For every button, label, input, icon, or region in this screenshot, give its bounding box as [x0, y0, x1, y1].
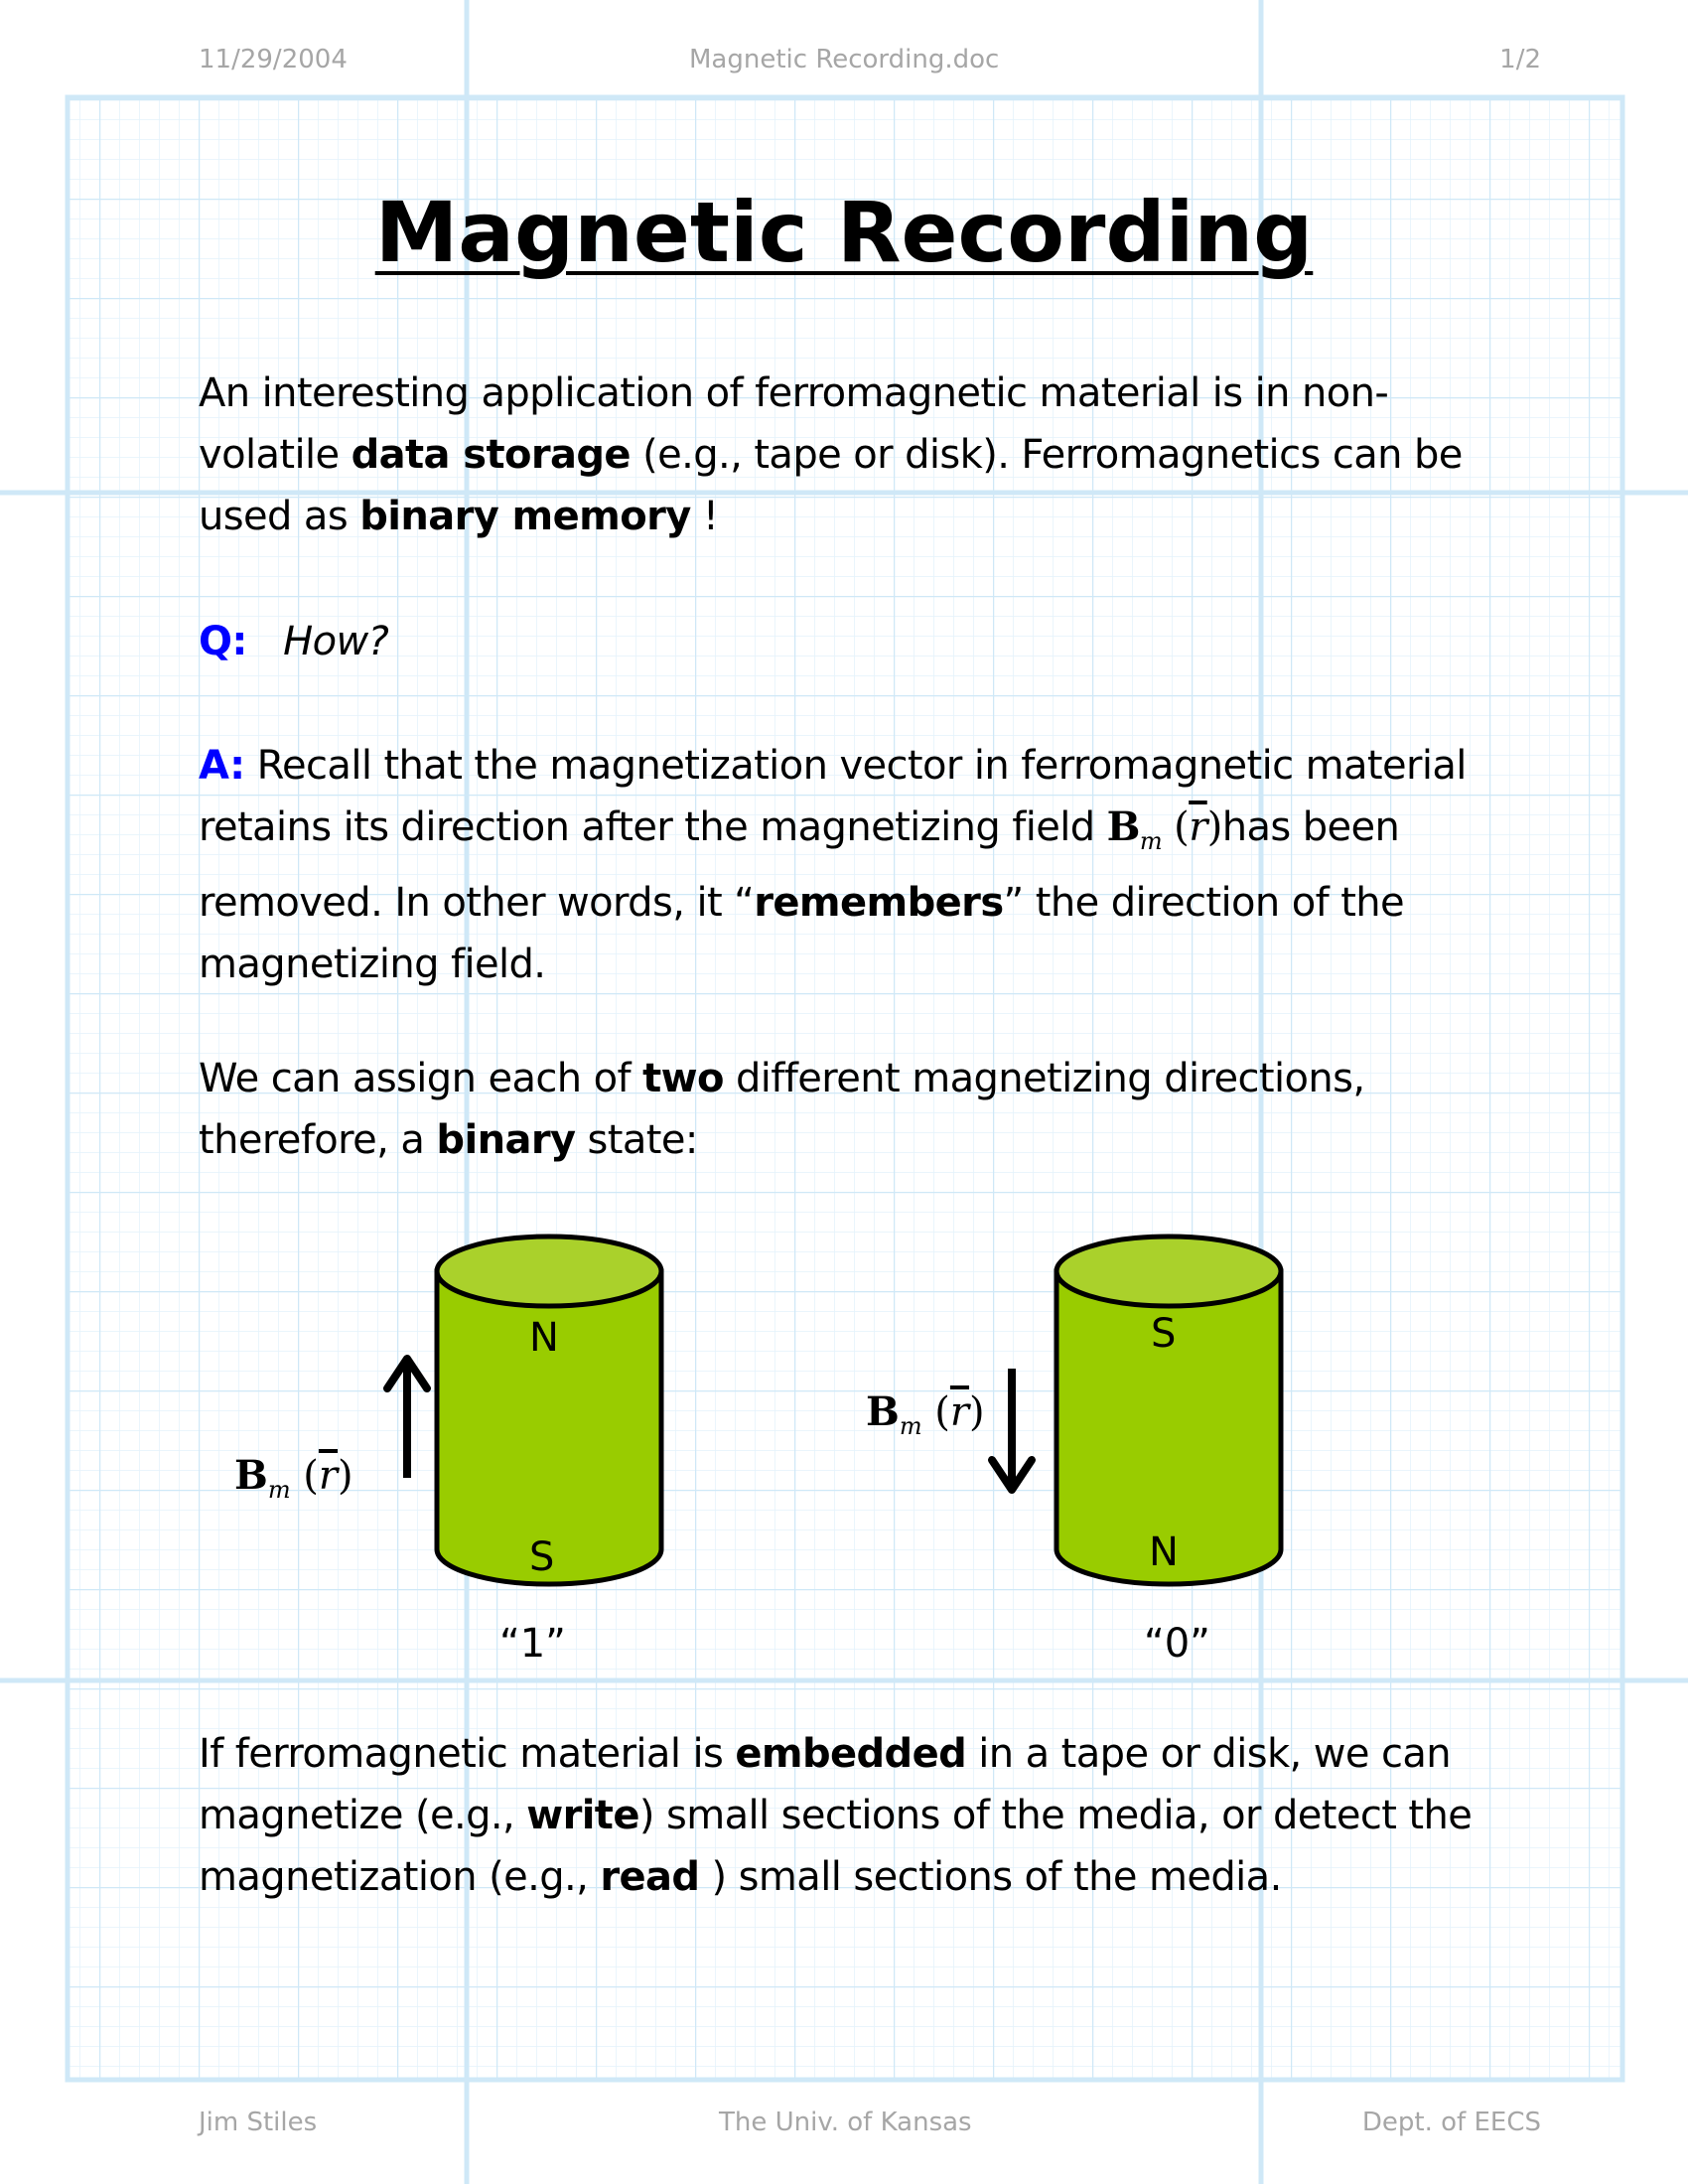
- closing-paragraph: If ferromagnetic material is embedded in a tape or disk, we can magnetize (e.g., write) small sections of the media, or detect the magnetization (e.g., read ) small sections of the media.: [199, 1731, 1473, 1900]
- footer-author: Jim Stiles: [199, 2108, 318, 2137]
- magnet-zero-bottom-pole: N: [1149, 1529, 1179, 1575]
- field-symbol: $B_m$ $(\overline{r})$: [1106, 803, 1222, 855]
- footer-university: The Univ. of Kansas: [719, 2108, 972, 2137]
- read-emphasis: read: [600, 1854, 700, 1900]
- magnet-zero-top-pole: S: [1151, 1311, 1177, 1357]
- footer-department: Dept. of EECS: [1361, 2108, 1541, 2137]
- magnet-one: [437, 1237, 661, 1584]
- answer-paragraph: A: Recall that the magnetization vector in ferromagnetic material retains its direction after the magnetizing field $B_m$ $(\overline{r})has$ been removed. In other words, it “remembers” the direction of the magnetizing field.: [199, 743, 1467, 987]
- binary-emphasis: binary: [436, 1117, 576, 1163]
- question-text: How?: [283, 619, 389, 664]
- binary-state-paragraph: We can assign each of two different magnetizing directions, therefore, a binary state:: [199, 1056, 1365, 1163]
- field-label-right: $B_m$ $(\overline{r})$: [866, 1388, 985, 1440]
- binary-memory-emphasis: binary memory: [359, 494, 691, 539]
- two-emphasis: two: [642, 1056, 724, 1101]
- embedded-emphasis: embedded: [735, 1731, 967, 1777]
- remembers-emphasis: remembers: [754, 880, 1004, 926]
- magnet-zero-caption: “0”: [1144, 1621, 1210, 1667]
- header-filename: Magnetic Recording.doc: [689, 45, 1000, 74]
- magnet-one-top-pole: N: [529, 1315, 559, 1361]
- question-label: Q:: [199, 619, 247, 664]
- magnet-one-bottom-pole: S: [529, 1534, 555, 1580]
- magnet-zero-top: [1056, 1237, 1281, 1306]
- header-page-number: 1/2: [1499, 45, 1541, 74]
- page-title: Magnetic Recording: [374, 184, 1314, 281]
- field-label-left: $B_m$ $(\overline{r})$: [234, 1452, 353, 1504]
- header-date: 11/29/2004: [199, 45, 348, 74]
- arrow-up-icon: [387, 1359, 427, 1478]
- intro-paragraph: An interesting application of ferromagnetic material is in non-volatile data storage (e.g., tape or disk). Ferromagnetics can be used as binary memory !: [199, 370, 1463, 539]
- write-emphasis: write: [526, 1793, 639, 1838]
- answer-label: A:: [199, 743, 245, 789]
- magnet-one-caption: “1”: [499, 1621, 566, 1667]
- data-storage-emphasis: data storage: [351, 432, 631, 478]
- arrow-down-icon: [992, 1369, 1032, 1490]
- magnet-one-top: [437, 1237, 661, 1306]
